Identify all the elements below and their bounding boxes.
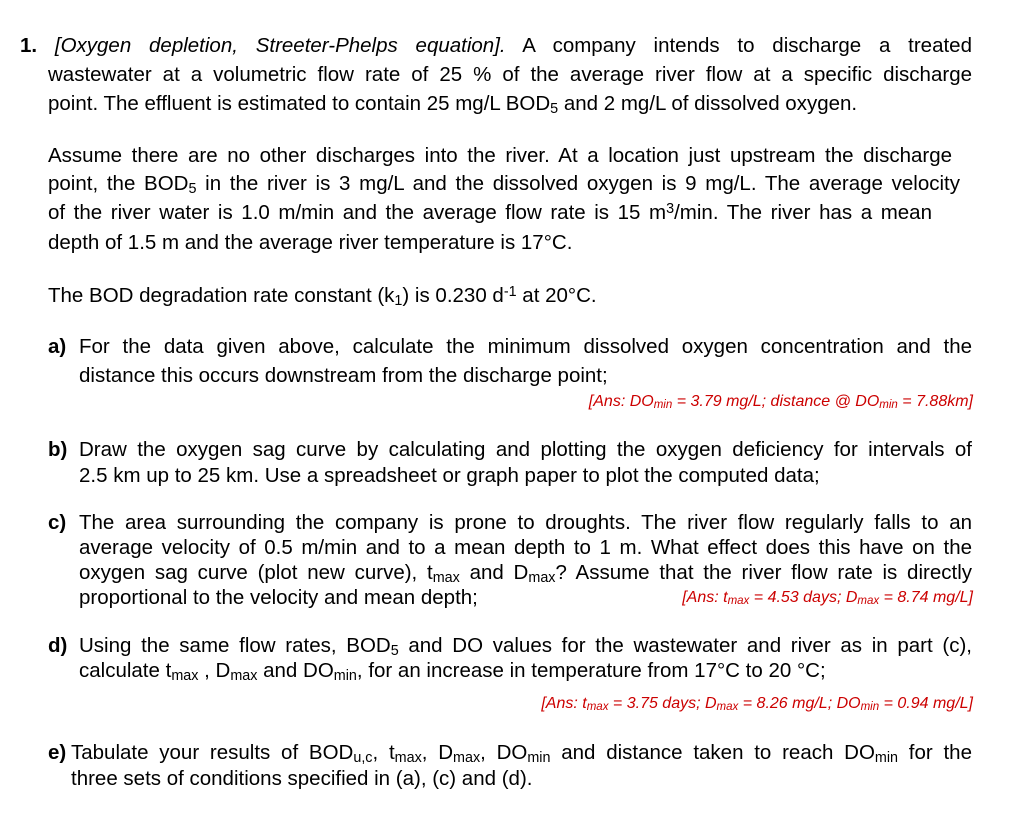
text-span: and DO values for the wastewater and river as in part (c), bbox=[398, 634, 972, 657]
part-b-line-2: 2.5 km up to 25 km. Use a spreadsheet or graph paper to plot the computed data; bbox=[79, 464, 820, 487]
text-span: = 0.94 mg/L] bbox=[879, 695, 973, 712]
paragraph-2-line-1: Assume there are no other discharges into the river. At a location just upstream the discharge bbox=[48, 144, 952, 167]
subscript: max bbox=[230, 668, 258, 685]
text-span: Using the same flow rates, BOD bbox=[79, 634, 391, 657]
part-a-line-2: distance this occurs downstream from the discharge point; bbox=[79, 364, 608, 387]
paragraph-2-line-3 bbox=[48, 200, 932, 228]
subscript: max bbox=[432, 570, 460, 587]
part-e-line-1 bbox=[71, 740, 972, 768]
subscript: min bbox=[333, 668, 357, 685]
subscript: u,c bbox=[353, 750, 373, 767]
subscript: max bbox=[716, 700, 739, 713]
subscript: max bbox=[528, 570, 556, 587]
part-c-label: c) bbox=[48, 511, 67, 534]
superscript: 3 bbox=[666, 200, 675, 217]
part-c-line-4: proportional to the velocity and mean depth; bbox=[79, 586, 478, 609]
text-span: [Ans: t bbox=[682, 589, 728, 606]
text-span: = 7.88km] bbox=[897, 393, 973, 410]
text-span: /min. The river has a mean bbox=[674, 201, 932, 224]
subscript: max bbox=[394, 750, 422, 767]
text-span: and DO bbox=[257, 659, 334, 682]
text-span: [Ans: DO bbox=[588, 393, 654, 410]
subscript: max bbox=[857, 594, 880, 607]
question-title: [Oxygen depletion, Streeter-Phelps equation]. bbox=[54, 34, 506, 57]
text-span: in the river is 3 mg/L and the dissolved oxygen is 9 mg/L. The average velocity bbox=[196, 172, 960, 195]
paragraph-2-line-4: depth of 1.5 m and the average river temperature is 17°C. bbox=[48, 231, 573, 254]
part-a-answer bbox=[589, 392, 973, 413]
text-span: of the river water is 1.0 m/min and the average flow rate is 15 m bbox=[48, 201, 667, 224]
paragraph-3 bbox=[48, 283, 597, 311]
text-span: = 3.75 days; D bbox=[608, 695, 717, 712]
text-span: calculate t bbox=[79, 659, 172, 682]
part-c-line-1: The area surrounding the company is prone to droughts. The river flow regularly falls to an bbox=[79, 511, 972, 534]
text-span: = 4.53 days; D bbox=[749, 589, 858, 606]
text-span: , t bbox=[372, 741, 395, 764]
subscript: max bbox=[727, 594, 750, 607]
text-span: point, the BOD bbox=[48, 172, 189, 195]
text-span: The BOD degradation rate constant (k bbox=[48, 284, 395, 307]
question-intro-line-1 bbox=[20, 33, 972, 59]
subscript: max bbox=[453, 750, 481, 767]
paragraph-2-line-2 bbox=[48, 171, 960, 199]
subscript: 5 bbox=[550, 101, 559, 118]
subscript: 5 bbox=[188, 181, 197, 198]
part-c-line-3 bbox=[79, 560, 972, 588]
part-a-line-1: For the data given above, calculate the minimum dissolved oxygen concentration and the bbox=[79, 335, 972, 358]
text-span: ? Assume that the river flow rate is directly bbox=[555, 561, 972, 584]
subscript: min bbox=[874, 750, 899, 767]
text-span: Tabulate your results of BOD bbox=[71, 741, 354, 764]
subscript: max bbox=[171, 668, 199, 685]
subscript: min bbox=[527, 750, 551, 767]
text-span: point. The effluent is estimated to contain 25 mg/L BOD bbox=[48, 92, 551, 115]
part-c-line-2: average velocity of 0.5 m/min and to a mean depth to 1 m. What effect does this have on the bbox=[79, 536, 972, 559]
subscript: 1 bbox=[394, 293, 403, 310]
text-span: [Ans: t bbox=[541, 695, 587, 712]
text-span: and D bbox=[459, 561, 529, 584]
subscript: 5 bbox=[390, 643, 399, 660]
text-span: for the bbox=[898, 741, 972, 764]
part-b-label: b) bbox=[48, 438, 68, 461]
question-number: 1. bbox=[20, 34, 38, 57]
text-span: and 2 mg/L of dissolved oxygen. bbox=[558, 92, 858, 115]
superscript: -1 bbox=[503, 283, 517, 300]
text-span: ) is 0.230 d bbox=[402, 284, 504, 307]
subscript: max bbox=[586, 700, 609, 713]
text-span: , for an increase in temperature from 17°C to 20 °C; bbox=[356, 659, 826, 682]
part-c-answer bbox=[682, 588, 973, 609]
part-e-label: e) bbox=[48, 741, 67, 764]
subscript: min bbox=[860, 700, 880, 713]
part-d-line-1 bbox=[79, 633, 972, 661]
text-span: , D bbox=[421, 741, 454, 764]
subscript: min bbox=[653, 398, 673, 411]
text-span: oxygen sag curve (plot new curve), t bbox=[79, 561, 433, 584]
text-span: , DO bbox=[480, 741, 528, 764]
part-a-label: a) bbox=[48, 335, 67, 358]
part-d-label: d) bbox=[48, 634, 68, 657]
text-span: at 20°C. bbox=[516, 284, 597, 307]
text-span: A company intends to discharge a treated bbox=[522, 34, 972, 57]
part-d-line-2 bbox=[79, 658, 826, 686]
text-span: = 8.26 mg/L; DO bbox=[738, 695, 861, 712]
question-intro-line-3 bbox=[48, 91, 857, 119]
text-span: = 3.79 mg/L; distance @ DO bbox=[672, 393, 880, 410]
text-span: and distance taken to reach DO bbox=[550, 741, 875, 764]
question-intro-line-2: wastewater at a volumetric flow rate of 25 % of the average river flow at a specific discharge bbox=[48, 63, 972, 86]
text-span: = 8.74 mg/L] bbox=[879, 589, 973, 606]
part-e-line-2: three sets of conditions specified in (a), (c) and (d). bbox=[71, 767, 533, 790]
text-span: , D bbox=[198, 659, 231, 682]
subscript: min bbox=[879, 398, 898, 411]
part-d-answer bbox=[541, 694, 973, 715]
part-b-line-1: Draw the oxygen sag curve by calculating and plotting the oxygen deficiency for intervals of bbox=[79, 438, 972, 461]
